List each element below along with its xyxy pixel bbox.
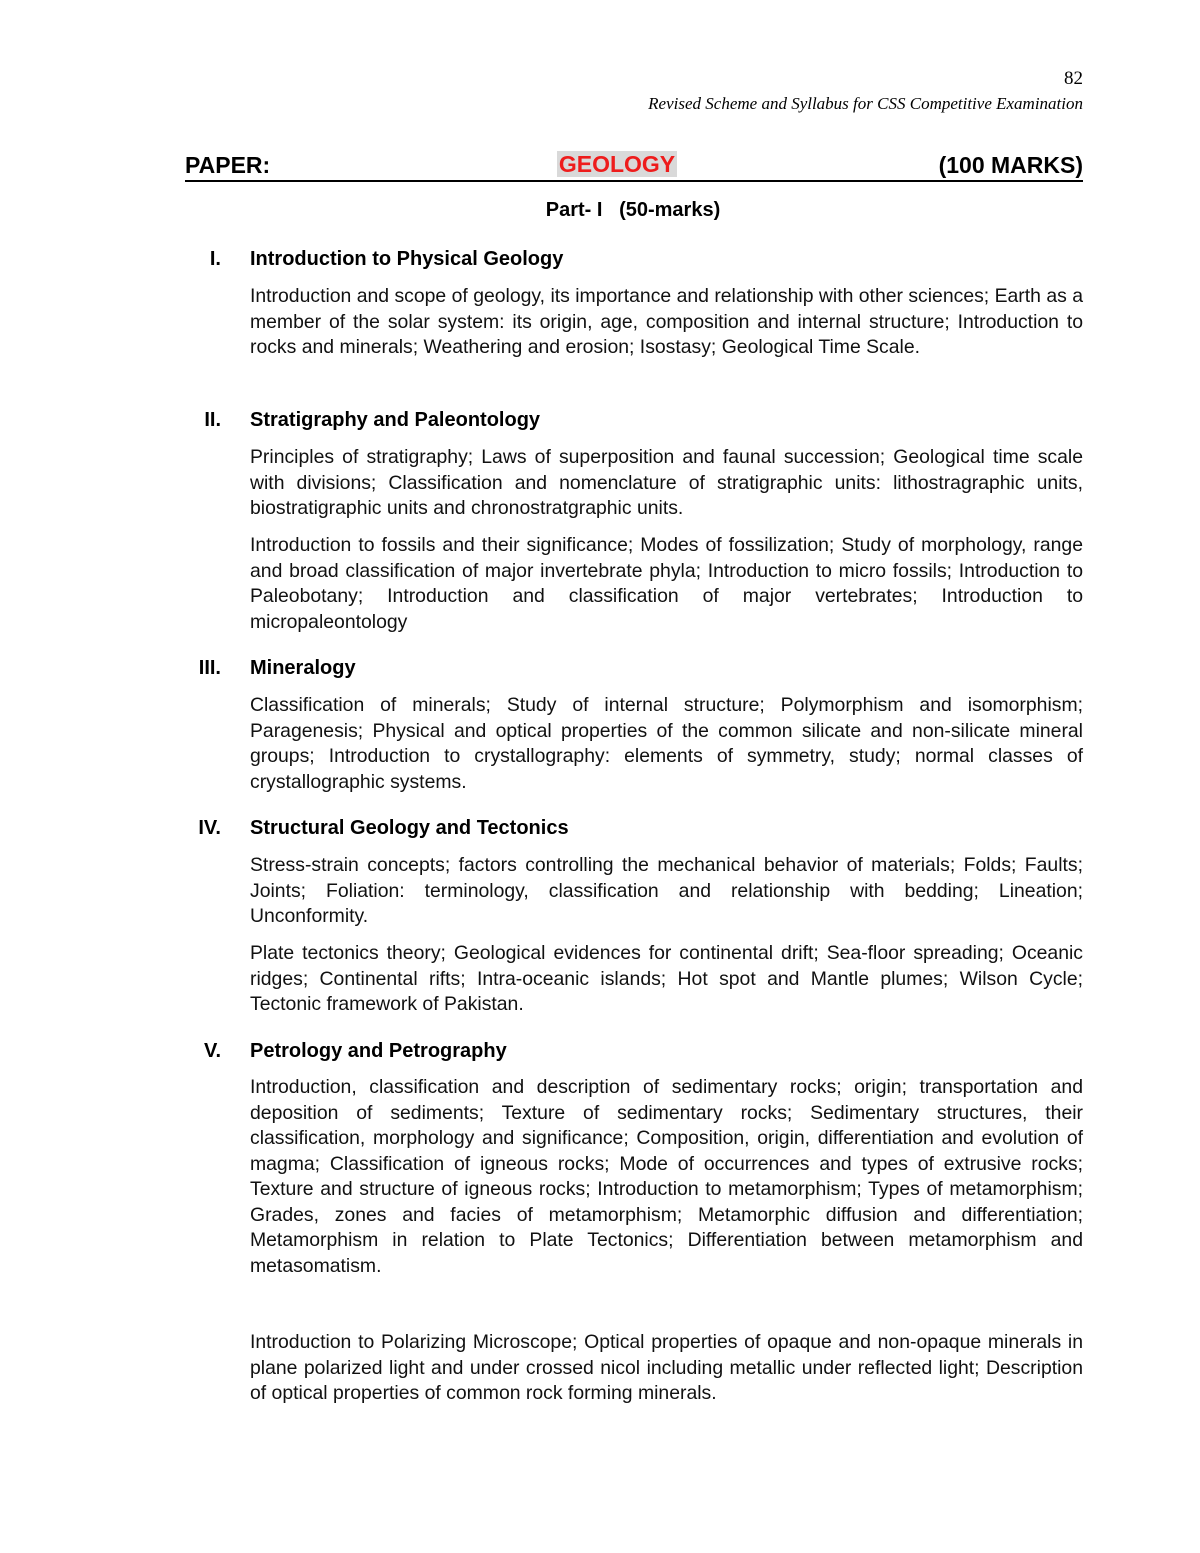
section-paragraph: Plate tectonics theory; Geological evidences for continental drift; Sea-floor spreading; Oceanic ridges; Continental rifts; Intra-oceanic islands; Hot spot and Mantle plumes; Wilson Cycle; Tectonic framework of Pakistan.: [250, 942, 1083, 1015]
paper-subject: [518, 148, 716, 180]
section-paragraph: Stress-strain concepts; factors controlling the mechanical behavior of materials; Folds; Faults; Joints; Foliation: terminology, classification and relationship with bedding; Lineation; Unconformity.: [250, 854, 1083, 927]
section-paragraph: Introduction, classification and description of sedimentary rocks; origin; transportation and deposition of sediments; Texture of sedimentary rocks; Sedimentary structures, their classification, morphology and significance; Composition, origin, differentiation and evolution of magma; Classification of igneous rocks; Mode of occurrences and types of extrusive rocks; Texture and structure of igneous rocks; Introduction to metamorphism; Types of metamorphism; Grades, zones and facies of metamorphism; Metamorphic diffusion and differentiation; Metamorphism in relation to Plate Tectonics; Differentiation between metamorphism and metasomatism.: [250, 1076, 1083, 1277]
paper-marks: (100 MARKS): [938, 152, 1083, 178]
running-header: Revised Scheme and Syllabus for CSS Competitive Examination: [648, 94, 1083, 113]
page-number: 82: [1064, 68, 1083, 89]
paper-title-line: [185, 150, 1083, 182]
section-number: I.: [209, 248, 221, 270]
section-paragraph: Introduction to fossils and their significance; Modes of fossilization; Study of morphology, range and broad classification of major invertebrate phyla; Introduction to micro fossils; Introduction to Paleobotany; Introduction and classification of major vertebrates; Introduction to micropaleontology: [250, 534, 1083, 633]
paper-subject-text: GEOLOGY: [558, 151, 676, 177]
section-paragraph: Introduction to Polarizing Microscope; Optical properties of opaque and non-opaque minerals in plane polarized light and under crossed nicol including metallic under reflected light; Description of optical properties of common rock forming minerals.: [250, 1331, 1083, 1404]
section-title: Mineralogy: [250, 657, 356, 679]
part-heading: Part- I (50-marks): [545, 199, 721, 221]
section-number: III.: [198, 657, 221, 679]
section-title: Stratigraphy and Paleontology: [250, 409, 541, 431]
section-title: Introduction to Physical Geology: [250, 248, 564, 270]
section-paragraph: Introduction and scope of geology, its importance and relationship with other sciences; Earth as a member of the solar system: its origin, age, composition and internal structure; Introduction to rocks and minerals; Weathering and erosion; Isostasy; Geological Time Scale.: [250, 285, 1083, 358]
section-number: V.: [203, 1040, 221, 1062]
section-title: Structural Geology and Tectonics: [250, 817, 569, 839]
paper-label: PAPER:: [185, 152, 271, 178]
section-paragraph: Principles of stratigraphy; Laws of superposition and faunal succession; Geological time scale with divisions; Classification and nomenclature of stratigraphic units: lithostragraphic units, biostratigraphic units and chronostratgraphic units.: [250, 446, 1083, 519]
section-paragraph: Classification of minerals; Study of internal structure; Polymorphism and isomorphism; Paragenesis; Physical and optical properties of the common silicate and non-silicate mineral groups; Introduction to crystallography: elements of symmetry, study; normal classes of crystallographic systems.: [250, 694, 1083, 793]
section-number: II.: [204, 409, 221, 431]
section-number: IV.: [198, 817, 221, 839]
section-title: Petrology and Petrography: [250, 1040, 507, 1062]
